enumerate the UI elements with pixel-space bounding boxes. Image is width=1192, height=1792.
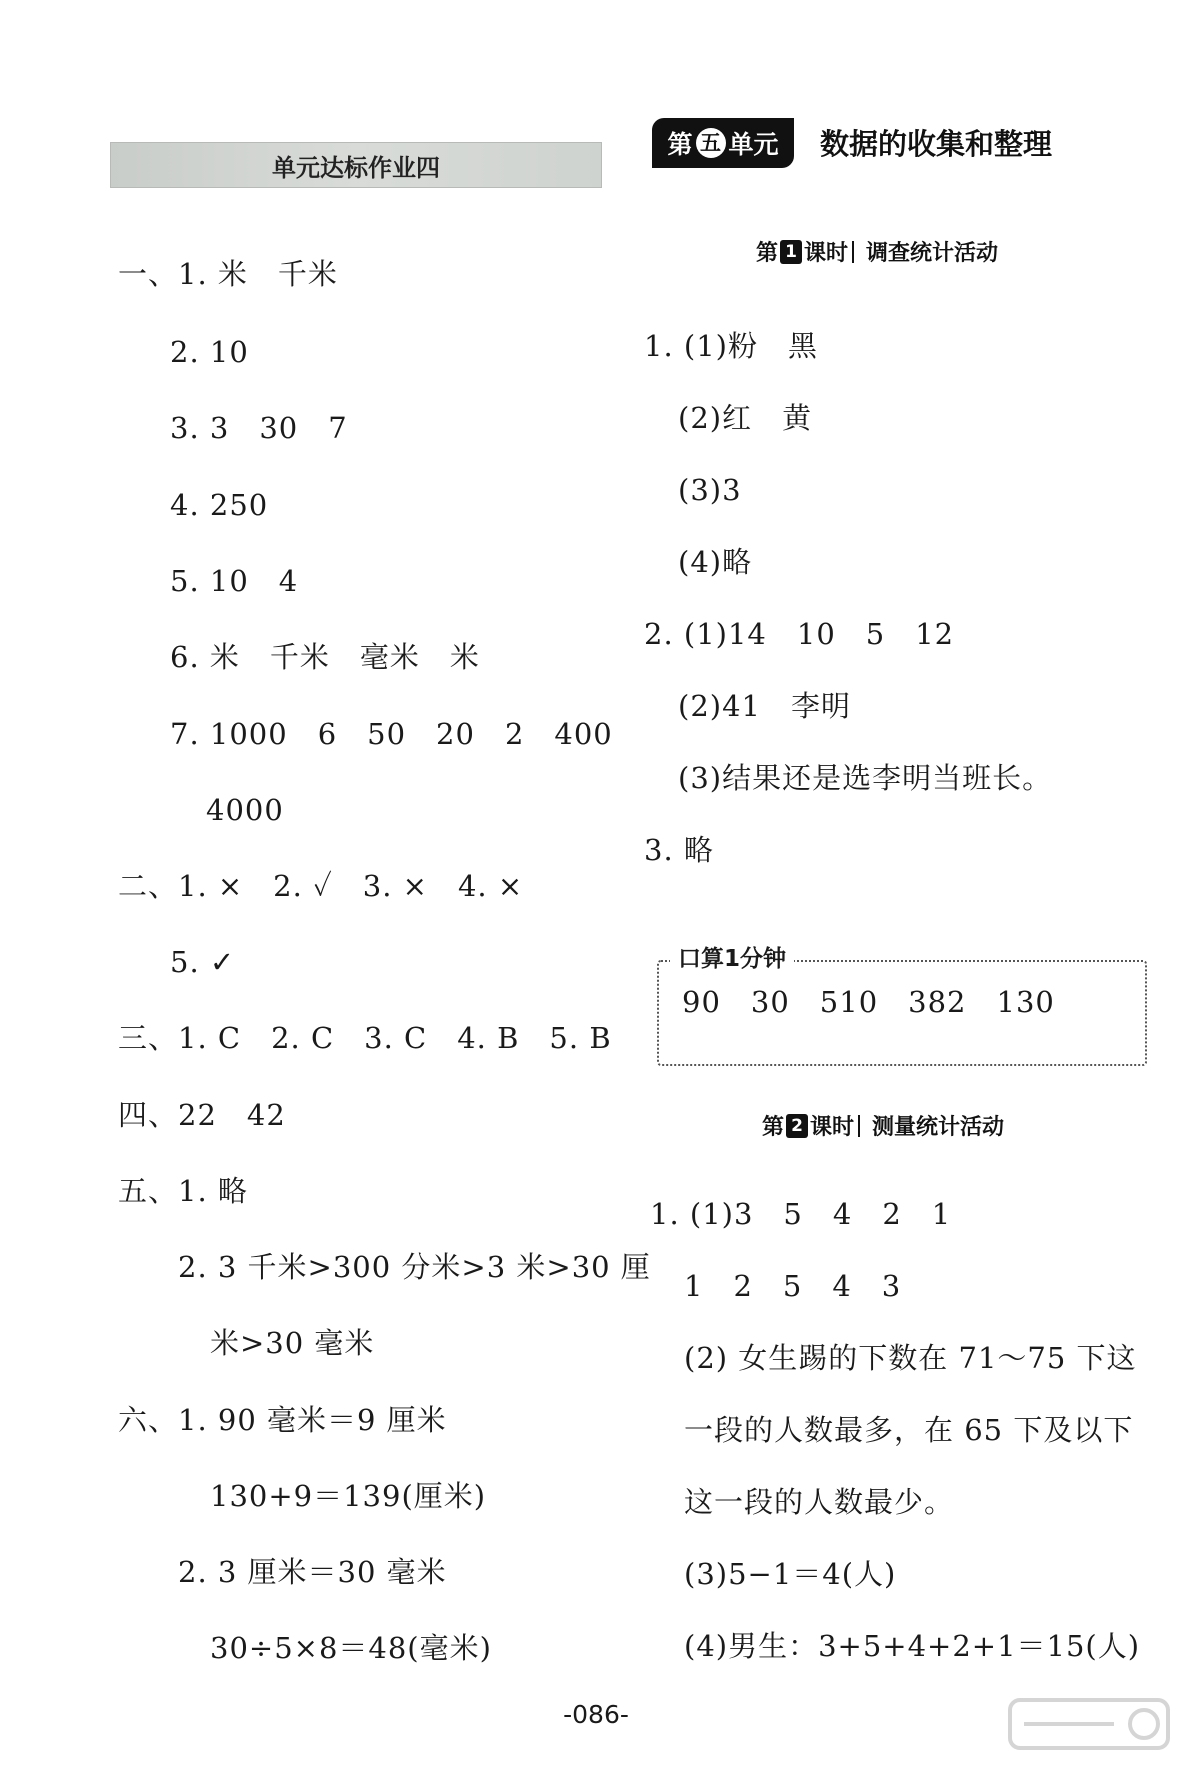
answer-line: 4000	[206, 793, 284, 827]
answer-line: 130+9＝139(厘米)	[210, 1479, 487, 1513]
unit-title: 数据的收集和整理	[820, 127, 1053, 161]
answer-line: 1. (1)3 5 4 2 1	[650, 1197, 952, 1231]
answer-line: (3)5−1＝4(人)	[684, 1557, 897, 1591]
answer-line: 1. (1)粉 黑	[644, 329, 818, 363]
mental-arithmetic-values: 90 30 510 382 130	[682, 985, 1055, 1019]
answer-line: 2. 10	[170, 335, 249, 369]
answer-line: (2)红 黄	[678, 401, 813, 435]
answer-line: 三、1. C 2. C 3. C 4. B 5. B	[118, 1021, 612, 1055]
answer-line: (3)3	[678, 473, 742, 507]
lesson-number: 1	[780, 240, 802, 264]
answer-line: 2. 3 厘米＝30 毫米	[178, 1555, 447, 1589]
lesson-suffix: 课时	[804, 241, 849, 266]
answer-line: (2)41 李明	[678, 689, 851, 723]
unit-suffix: 单元	[728, 130, 779, 159]
page-number: -086-	[563, 1700, 629, 1729]
section-title-banner	[110, 142, 602, 188]
answer-line: 7. 1000 6 50 20 2 400	[170, 717, 613, 751]
answer-line: 一段的人数最多，在 65 下及以下	[684, 1413, 1134, 1447]
answer-line: 3. 3 30 7	[170, 411, 348, 445]
section-title: 单元达标作业四	[272, 153, 440, 182]
answer-line: 5. 10 4	[170, 564, 299, 598]
watermark-logo-icon	[1004, 1692, 1174, 1782]
answer-line: 米>30 毫米	[210, 1326, 375, 1360]
lesson-divider	[858, 1115, 860, 1137]
answer-line: 5. ✓	[170, 945, 236, 979]
answer-line: 1 2 5 4 3	[684, 1269, 902, 1303]
lesson-prefix: 第	[762, 1115, 785, 1140]
lesson-header-1	[756, 236, 998, 267]
unit-badge	[652, 118, 794, 168]
answer-line: 一、1. 米 千米	[118, 257, 338, 291]
unit-prefix: 第	[667, 130, 693, 159]
lesson-title: 调查统计活动	[866, 241, 999, 266]
answer-line: 4. 250	[170, 488, 269, 522]
answer-line: (3)结果还是选李明当班长。	[678, 761, 1053, 795]
answer-line: 3. 略	[644, 833, 714, 867]
lesson-number: 2	[786, 1114, 808, 1138]
lesson-divider	[852, 241, 854, 263]
lesson-prefix: 第	[756, 241, 779, 266]
lesson-suffix: 课时	[810, 1115, 855, 1140]
answer-line: (2) 女生踢的下数在 71～75 下这	[684, 1341, 1137, 1375]
answer-line: (4)男生：3+5+4+2+1＝15(人)	[684, 1629, 1141, 1663]
answer-line: 四、22 42	[118, 1098, 286, 1132]
answer-line: 2. (1)14 10 5 12	[644, 617, 955, 651]
answer-line: 这一段的人数最少。	[684, 1485, 955, 1519]
answer-line: 2. 3 千米>300 分米>3 米>30 厘	[178, 1250, 651, 1284]
lesson-title: 测量统计活动	[872, 1115, 1005, 1140]
lesson-header-2	[762, 1110, 1004, 1141]
answer-line: 二、1. × 2. ✓ 3. × 4. ×	[118, 869, 524, 903]
answer-line: 6. 米 千米 毫米 米	[170, 640, 480, 674]
mental-arithmetic-label: 口算1分钟	[670, 940, 794, 973]
answer-line: 30÷5×8＝48(毫米)	[210, 1631, 492, 1665]
unit-number: 五	[696, 128, 726, 158]
answer-line: (4)略	[678, 545, 753, 579]
answer-line: 五、1. 略	[118, 1174, 248, 1208]
answer-line: 六、1. 90 毫米＝9 厘米	[118, 1403, 447, 1437]
